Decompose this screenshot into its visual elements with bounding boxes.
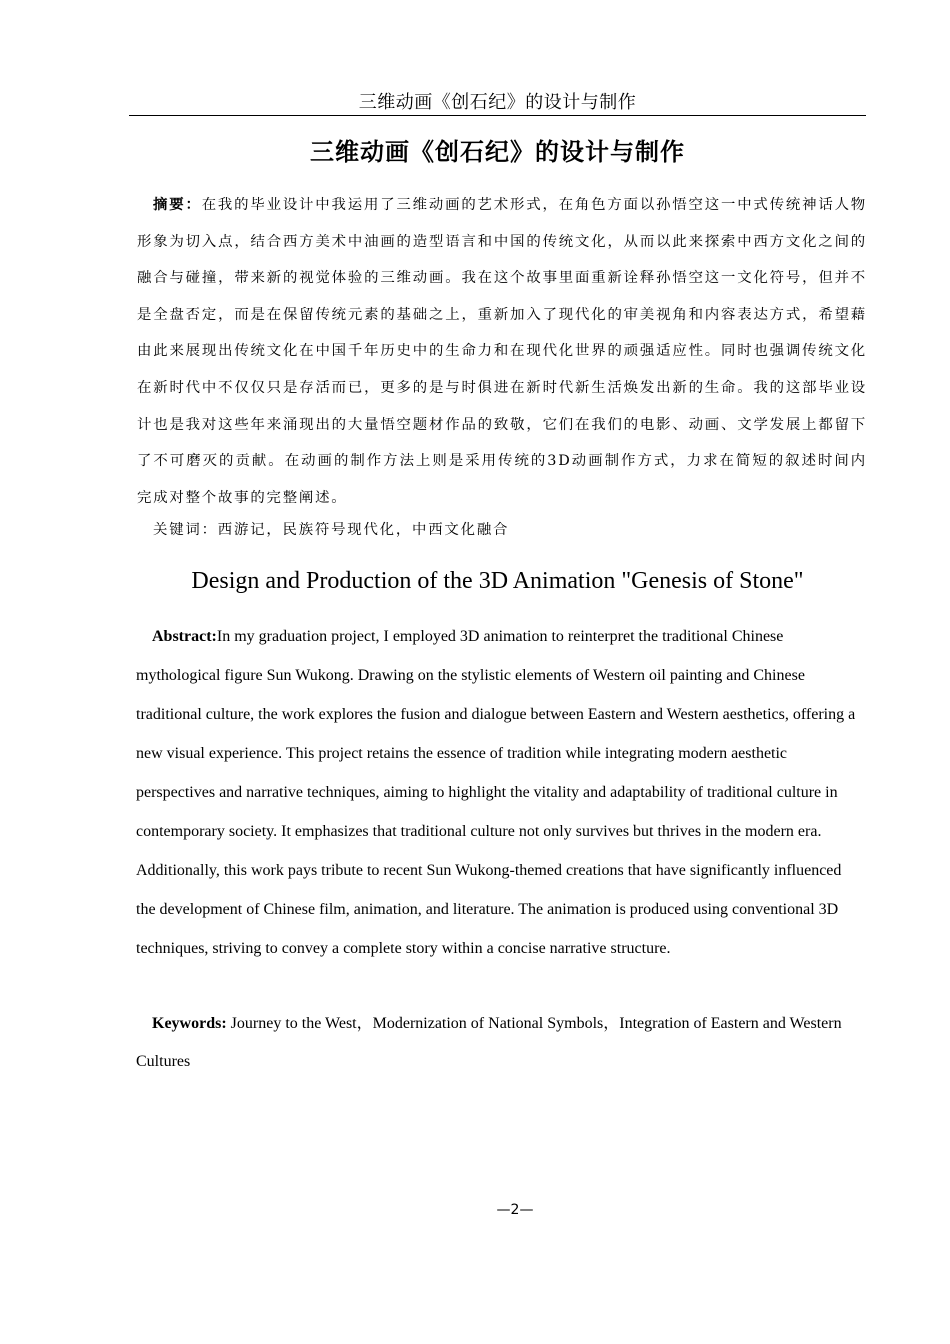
english-abstract xyxy=(136,617,861,968)
chinese-keywords-label: 关键词： xyxy=(153,522,218,538)
chinese-keywords xyxy=(153,512,509,548)
header-rule xyxy=(129,115,866,116)
english-abstract-text: In my graduation project, I employed 3D animation to reinterpret the traditional Chinese mythological figure Sun Wukong. Drawing on the stylistic elements of Western oil painting and Chinese traditional culture, the work explores the fusion and dialogue between Eastern and Western aesthetics, offering a new visual experience. This project retains the essence of tradition while integrating modern aesthetic perspectives and narrative techniques, aiming to highlight the vitality and adaptability of traditional culture in contemporary society. It emphasizes that traditional culture not only survives but thrives in the modern era. Additionally, this work pays tribute to recent Sun Wukong-themed creations that have significantly influenced the development of Chinese film, animation, and literature. The animation is produced using conventional 3D techniques, striving to convey a complete story within a concise narrative structure. xyxy=(136,628,856,957)
english-keywords-text: Journey to the West，Modernization of National Symbols，Integration of Eastern and Western Cultures xyxy=(136,1015,842,1070)
english-title: Design and Production of the 3D Animation "Genesis of Stone" xyxy=(191,568,804,594)
page-number: —2— xyxy=(496,1202,534,1218)
chinese-abstract-text: 在我的毕业设计中我运用了三维动画的艺术形式，在角色方面以孙悟空这一中式传统神话人物形象为切入点，结合西方美术中油画的造型语言和中国的传统文化，从而以此来探索中西方文化之间的融合与碰撞，带来新的视觉体验的三维动画。我在这个故事里面重新诠释孙悟空这一文化符号，但并不是全盘否定，而是在保留传统元素的基础之上，重新加入了现代化的审美视角和内容表达方式，希望藉由此来展现出传统文化在中国千年历史中的生命力和在现代化世界的顽强适应性。同时也强调传统文化在新时代中不仅仅只是存活而已，更多的是与时俱进在新时代新生活焕发出新的生命。我的这部毕业设计也是我对这些年来涌现出的大量悟空题材作品的致敬，它们在我们的电影、动画、文学发展上都留下了不可磨灭的贡献。在动画的制作方法上则是采用传统的3D动画制作方式，力求在简短的叙述时间内完成对整个故事的完整阐述。 xyxy=(137,197,867,506)
chinese-abstract-label: 摘要： xyxy=(153,196,202,213)
english-abstract-label: Abstract: xyxy=(152,628,217,645)
english-keywords-label: Keywords: xyxy=(152,1015,227,1032)
chinese-title: 三维动画《创石纪》的设计与制作 xyxy=(310,138,685,166)
english-keywords xyxy=(136,1005,861,1081)
running-header-title: 三维动画《创石纪》的设计与制作 xyxy=(358,92,637,113)
chinese-keywords-text: 西游记，民族符号现代化，中西文化融合 xyxy=(217,522,510,538)
chinese-abstract xyxy=(137,187,867,516)
